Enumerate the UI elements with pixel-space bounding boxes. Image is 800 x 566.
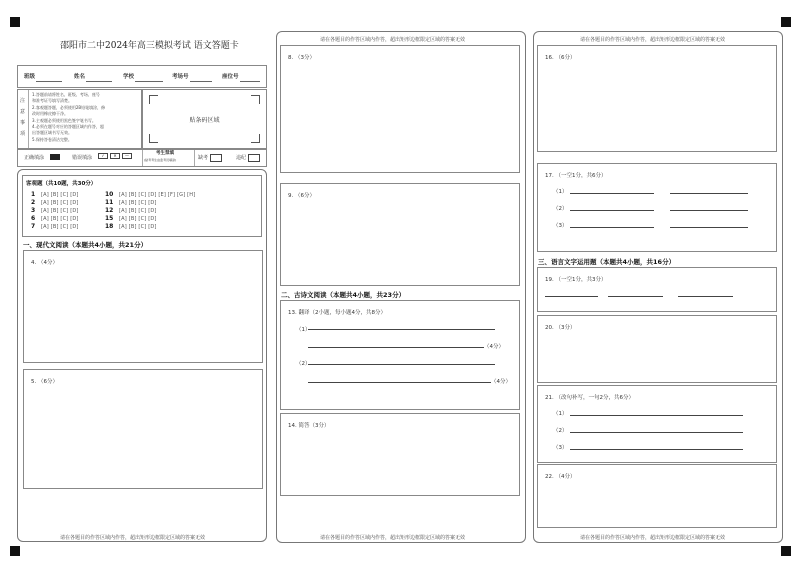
mc-number: 12 (105, 207, 114, 214)
q13-line[interactable] (308, 347, 484, 348)
q19-line[interactable] (545, 296, 598, 297)
mc-number: 15 (105, 215, 114, 222)
school-field-label: 学校 (123, 74, 135, 80)
violation-checkbox[interactable] (248, 154, 260, 162)
student-info-box (17, 65, 267, 88)
seat-number-label: 座位号 (222, 74, 239, 80)
mc-number: 7 (31, 223, 36, 230)
barcode-box (142, 89, 267, 149)
class-field-label: 班级 (24, 74, 36, 80)
note-line: 改时用橡皮擦干净。 (32, 111, 68, 117)
corner-marker-bottom-left (10, 546, 20, 556)
note-line: 和准考证号填写清楚。 (32, 98, 72, 104)
barcode-label: 贴条码区域 (189, 117, 220, 124)
note-line: 出答题区域书写无效。 (32, 130, 72, 136)
corner-marker-top-left (10, 17, 20, 27)
mc-number: 10 (105, 191, 114, 198)
mc-options[interactable]: [A] [B] [C] [D] (119, 200, 157, 206)
note-line: 2.客观题答题，必须使用2B铅笔填涂，修 (32, 104, 106, 110)
seat-number-line[interactable] (240, 81, 260, 82)
absent-checkbox[interactable] (210, 154, 222, 162)
mc-options[interactable]: [A] [B] [C] [D] (41, 192, 79, 198)
answer-box-q17[interactable] (537, 163, 777, 252)
left-answer-panel (17, 169, 267, 542)
q17-line[interactable] (570, 193, 654, 194)
corner-marker-top-right (781, 17, 791, 27)
q17-line[interactable] (670, 210, 748, 211)
page-title: 邵阳市二中2024年高三模拟考试 语文答题卡 (60, 41, 239, 51)
q17-line[interactable] (670, 227, 748, 228)
section-1-title: 一、现代文阅读（本题共4小题，共21分） (23, 241, 148, 249)
top-notice-right: 请在各题目的作答区域内作答，超出矩形边框限定区域的答案无效 (580, 37, 726, 43)
wrong-fill-sample: ✕ (110, 153, 120, 159)
q17-line[interactable] (570, 227, 654, 228)
mc-number: 18 (105, 223, 114, 230)
mc-options[interactable]: [A] [B] [C] [D] (119, 208, 157, 214)
notes-list (32, 92, 105, 143)
note-line: 4.必须在题号对应的答题区域内作答，超 (32, 124, 104, 130)
mc-number: 2 (31, 199, 36, 206)
divider (194, 150, 195, 166)
name-field-label: 姓名 (74, 74, 86, 80)
mc-number: 6 (31, 215, 36, 222)
q17-line[interactable] (570, 210, 654, 211)
mc-number: 1 (31, 191, 36, 198)
answer-box-q19[interactable] (537, 267, 777, 312)
question-label-q9: 9. （6分） (288, 193, 315, 199)
q21-sub-2-label: （2） (553, 428, 568, 434)
mc-number: 3 (31, 207, 36, 214)
absent-title: 考生禁填 (156, 151, 174, 156)
q17-sub-1-label: （1） (553, 189, 568, 195)
q21-sub-3-label: （3） (553, 445, 568, 451)
question-label-q13: 13. 翻译（2小题，每小题4分，共8分） (288, 310, 386, 316)
mc-options[interactable]: [A] [B] [C] [D] (41, 216, 79, 222)
answer-box-q13[interactable] (280, 300, 520, 410)
q21-line[interactable] (570, 432, 743, 433)
q13-sub-2-label: （2） (296, 361, 311, 367)
answer-box-q8[interactable] (280, 45, 520, 173)
class-field-line[interactable] (36, 81, 62, 82)
exam-room-line[interactable] (190, 81, 212, 82)
barcode-corner (149, 95, 158, 104)
question-label-q14: 14. 简答（3分） (288, 423, 330, 429)
name-field-line[interactable] (86, 81, 112, 82)
wrong-fill-label: 错误填涂 (72, 155, 93, 161)
note-line: 3.主观题必须使用黑色签字笔书写。 (32, 117, 96, 123)
fill-sample-row (17, 149, 267, 167)
notes-label: 注意事项 (20, 98, 26, 137)
objective-title: 客观题（共10题，共30分） (26, 181, 97, 187)
bottom-notice-right: 请在各题目的作答区域内作答，超出矩形边框限定区域的答案无效 (580, 535, 726, 541)
answer-box-q20[interactable] (537, 315, 777, 383)
answer-box-q16[interactable] (537, 45, 777, 152)
q13-sub-1-label: （1） (296, 327, 311, 333)
answer-box-q14[interactable] (280, 413, 520, 496)
mc-options[interactable]: [A] [B] [C] [D] [E] [F] [G] [H] (119, 192, 196, 198)
mc-number: 11 (105, 199, 114, 206)
corner-marker-bottom-right (781, 546, 791, 556)
q21-sub-1-label: （1） (553, 411, 568, 417)
q17-sub-2-label: （2） (553, 206, 568, 212)
q21-line[interactable] (570, 415, 743, 416)
mc-options[interactable]: [A] [B] [C] [D] (119, 224, 157, 230)
mc-options[interactable]: [A] [B] [C] [D] (41, 200, 79, 206)
mc-options[interactable]: [A] [B] [C] [D] (41, 224, 79, 230)
answer-box-q22[interactable] (537, 464, 777, 528)
question-label-q5: 5. （6分） (31, 379, 58, 385)
top-notice-middle: 请在各题目的作答区域内作答，超出矩形边框限定区域的答案无效 (320, 37, 466, 43)
wrong-fill-sample: ✓ (98, 153, 108, 159)
question-label-q17: 17. （一空1分，共6分） (545, 173, 607, 179)
answer-box-q9[interactable] (280, 183, 520, 286)
q13-sub-1-score: （4分） (484, 344, 504, 350)
school-field-line[interactable] (135, 81, 163, 82)
objective-box (22, 175, 262, 237)
correct-fill-label: 正确填涂 (24, 155, 45, 161)
note-line: 5.保持答卷清洁完整。 (32, 136, 72, 142)
q21-line[interactable] (570, 449, 743, 450)
notes-box (17, 89, 142, 149)
note-line: 1.答题前请将姓名、班级、考场、座号 (32, 92, 100, 97)
absent-label: 缺考 (198, 155, 209, 161)
barcode-corner (251, 95, 260, 104)
question-label-q22: 22. （4分） (545, 474, 576, 480)
wrong-fill-sample: — (122, 153, 132, 159)
exam-room-label: 考场号 (172, 74, 189, 80)
question-label-q19: 19. （一空1分，共3分） (545, 277, 607, 283)
question-label-q8: 8. （3分） (288, 55, 315, 61)
absent-subtitle: (缺考考生由监考员填涂) (144, 158, 177, 162)
answer-box-q21[interactable] (537, 385, 777, 463)
answer-box-q4[interactable] (23, 250, 263, 363)
q17-line[interactable] (670, 193, 748, 194)
question-label-q16: 16. （6分） (545, 55, 576, 61)
q13-sub-2-score: （4分） (491, 379, 511, 385)
question-label-q21: 21. （改句补写，一句2分，共6分） (545, 395, 634, 401)
answer-box-q5[interactable] (23, 369, 263, 489)
bottom-notice-middle: 请在各题目的作答区域内作答，超出矩形边框限定区域的答案无效 (320, 535, 466, 541)
question-label-q4: 4. （4分） (31, 260, 58, 266)
section-2-title: 二、古诗文阅读（本题共4小题，共23分） (281, 291, 406, 299)
bottom-notice-left: 请在各题目的作答区域内作答，超出矩形边框限定区域的答案无效 (60, 535, 206, 541)
divider (142, 150, 143, 166)
q19-line[interactable] (608, 296, 663, 297)
barcode-corner (149, 134, 158, 143)
mc-options[interactable]: [A] [B] [C] [D] (41, 208, 79, 214)
q13-line[interactable] (308, 329, 495, 330)
mc-options[interactable]: [A] [B] [C] [D] (119, 216, 157, 222)
q13-line[interactable] (308, 382, 491, 383)
barcode-corner (251, 134, 260, 143)
q13-line[interactable] (308, 364, 495, 365)
q17-sub-3-label: （3） (553, 223, 568, 229)
violation-label: 违纪 (236, 155, 247, 161)
q19-line[interactable] (678, 296, 733, 297)
notes-divider (28, 90, 29, 148)
question-label-q20: 20. （3分） (545, 325, 576, 331)
correct-fill-sample (50, 154, 60, 160)
section-3-title: 三、语言文字运用题（本题共4小题，共16分） (538, 258, 676, 266)
